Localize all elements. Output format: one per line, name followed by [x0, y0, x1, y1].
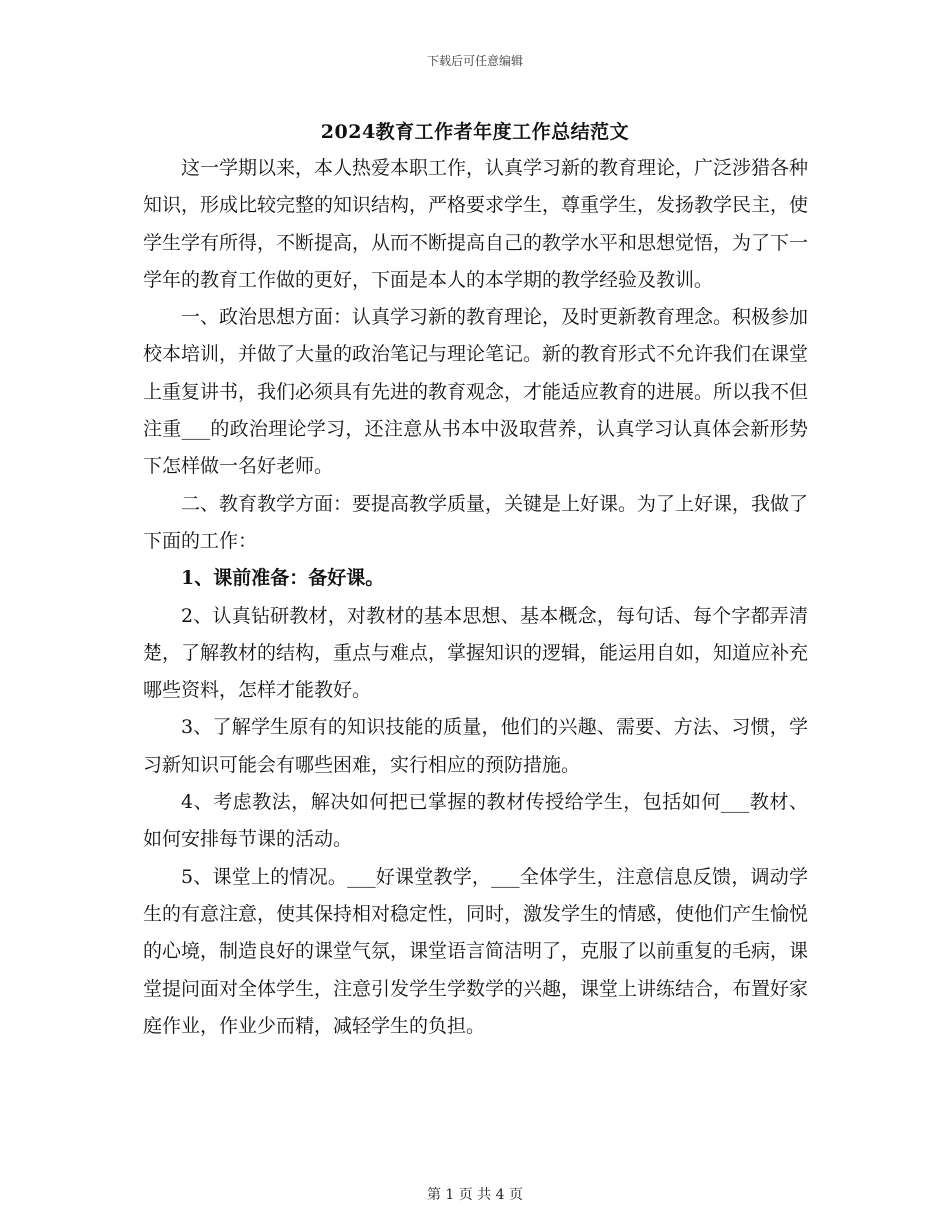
paragraph-item-3: 3、了解学生原有的知识技能的质量，他们的兴趣、需要、方法、习惯，学习新知识可能会有哪些困难，实行相应的预防措施。 [143, 716, 808, 776]
page-header-note: 下载后可任意编辑 [426, 54, 523, 68]
paragraph-item-2: 2、认真钻研教材，对教材的基本思想、基本概念，每句话、每个字都弄清楚，了解教材的结构，重点与难点，掌握知识的逻辑，能运用自如，知道应补充哪些资料，怎样才能教好。 [143, 604, 809, 702]
document-title: 2024教育工作者年度工作总结范文 [320, 121, 630, 143]
document-body [143, 150, 808, 1045]
paragraph-political: 一、政治思想方面：认真学习新的教育理论，及时更新教育理念。积极参加校本培训，并做了大量的政治笔记与理论笔记。新的教育形式不允许我们在课堂上重复讲书，我们必须具有先进的教育观念，才能适应教育的进展。所以我不但注重___的政治理论学习，还注意从书本中汲取营养，认真学习认真体会新形势下怎样做一名好老师。 [143, 306, 809, 478]
paragraph-item-5: 5、课堂上的情况。___好课堂教学，___全体学生，注意信息反馈，调动学生的有意注意，使其保持相对稳定性，同时，激发学生的情感，使他们产生愉悦的心境，制造良好的课堂气氛，课堂语言简洁明了，克服了以前重复的毛病，课堂提问面对全体学生，注意引发学生学数学的兴趣，课堂上讲练结合，布置好家庭作业，作业少而精，减轻学生的负担。 [143, 865, 809, 1037]
paragraph-intro: 这一学期以来，本人热爱本职工作，认真学习新的教育理论，广泛涉猎各种知识，形成比较完整的知识结构，严格要求学生，尊重学生，发扬教学民主，使学生学有所得，不断提高，从而不断提高自己的教学水平和思想觉悟，为了下一学年的教育工作做的更好，下面是本人的本学期的教学经验及教训。 [143, 157, 809, 291]
paragraph-teaching: 二、教育教学方面：要提高教学质量，关键是上好课。为了上好课，我做了下面的工作： [143, 492, 809, 552]
paragraph-item-4: 4、考虑教法，解决如何把已掌握的教材传授给学生，包括如何___教材、如何安排每节课的活动。 [143, 791, 808, 851]
paragraph-heading-preparation: 1、课前准备：备好课。 [181, 567, 385, 590]
page-number: 第 1 页 共 4 页 [426, 1187, 524, 1203]
